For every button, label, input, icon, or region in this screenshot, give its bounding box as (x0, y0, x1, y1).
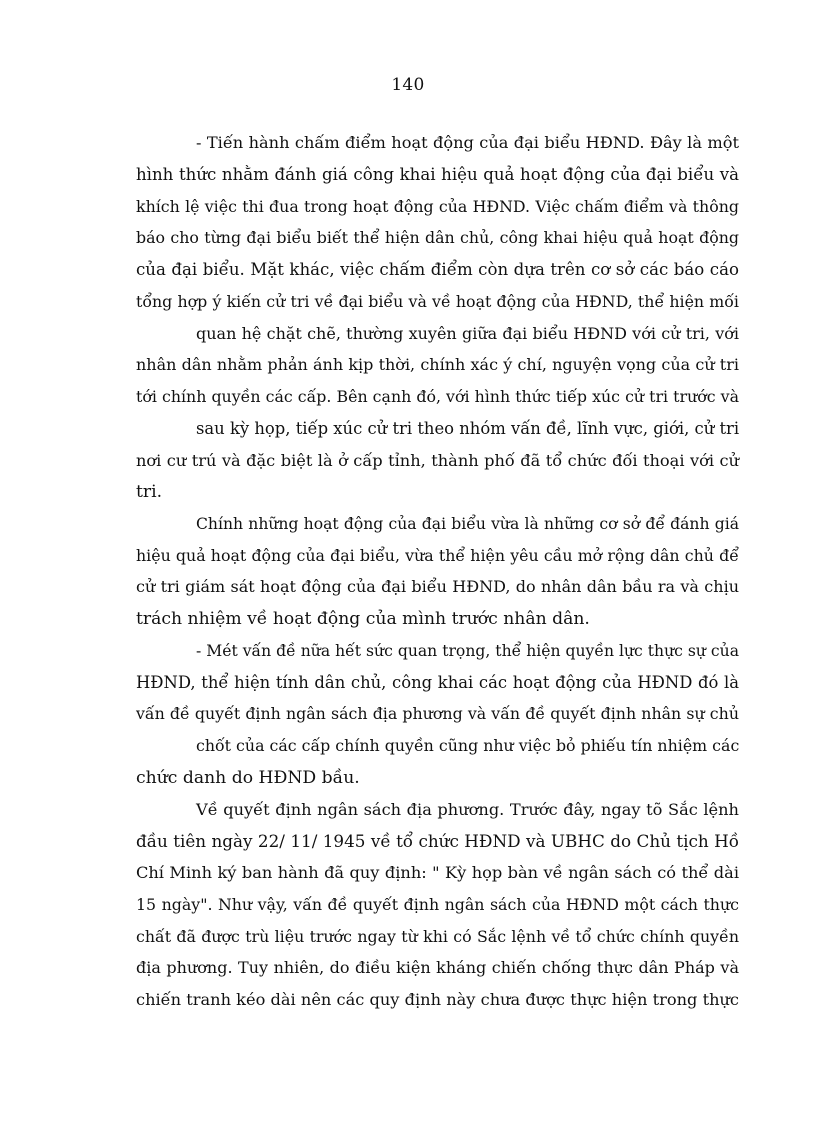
text-line-17: - Mét vấn đề nữa hết sức quan trọng, thể hiện quyền lực thực sự của (196, 642, 739, 660)
text-line-15: cử tri giám sát hoạt động của đại biểu HĐND, do nhân dân bầu ra và chịu (136, 577, 739, 596)
text-line-1: - Tiến hành chấm điểm hoạt động của đại biểu HĐND. Đây là một (196, 133, 739, 152)
text-line-12: tri. (136, 482, 163, 502)
text-line-23: đầu tiên ngày 22/ 11/ 1945 về tổ chức HĐND và UBHC do Chủ tịch Hồ (136, 831, 739, 851)
text-line-18: HĐND, thể hiện tính dân chủ, công khai các hoạt động của HĐND đó là (136, 673, 739, 692)
text-line-5: của đại biểu. Mặt khác, việc chấm điểm còn dựa trên cơ sở các báo cáo (136, 260, 739, 279)
text-line-11: nơi cư trú và đặc biệt là ở cấp tỉnh, thành phố đã tổ chức đối thoại với cử (136, 451, 739, 470)
page-number: 140 (391, 75, 425, 95)
text-line-3: khích lệ việc thi đua trong hoạt động của HĐND. Việc chấm điểm và thông (136, 197, 739, 216)
text-line-20: chốt của các cấp chính quyền cũng như việc bỏ phiếu tín nhiệm các (196, 736, 740, 755)
text-line-8: nhân dân nhằm phản ánh kịp thời, chính xác ý chí, nguyện vọng của cử tri (136, 355, 739, 374)
text-line-4: báo cho từng đại biểu biết thể hiện dân chủ, công khai hiệu quả hoạt động (136, 228, 739, 247)
text-line-16: trách nhiệm về hoạt động của mình trước nhân dân. (136, 609, 590, 629)
text-line-24: Chí Minh ký ban hành đã quy định: " Kỳ họp bàn về ngân sách có thể dài (136, 863, 739, 882)
text-line-25: 15 ngày". Như vậy, vấn đề quyết định ngân sách của HĐND một cách thực (136, 895, 739, 914)
text-line-28: chiến tranh kéo dài nên các quy định này chưa được thực hiện trong thực (136, 990, 739, 1009)
text-line-10: sau kỳ họp, tiếp xúc cử tri theo nhóm vấn đề, lĩnh vực, giới, cử tri (196, 419, 740, 438)
text-line-7: quan hệ chặt chẽ, thường xuyên giữa đại biểu HĐND với cử tri, với (196, 324, 739, 343)
text-line-19: vấn đề quyết định ngân sách địa phương và vấn đề quyết định nhân sự chủ (136, 704, 739, 723)
text-line-14: hiệu quả hoạt động của đại biểu, vừa thể hiện yêu cầu mở rộng dân chủ để (136, 546, 739, 565)
text-line-22: Về quyết định ngân sách địa phương. Trước đây, ngay tõ Sắc lệnh (196, 800, 739, 819)
text-line-26: chất đã được trù liệu trước ngay từ khi có Sắc lệnh về tổ chức chính quyền (136, 927, 739, 946)
text-line-21: chức danh do HĐND bầu. (136, 768, 360, 788)
text-line-2: hình thức nhằm đánh giá công khai hiệu quả hoạt động của đại biểu và (136, 165, 739, 184)
text-line-6: tổng hợp ý kiến cử tri về đại biểu và về hoạt động của HĐND, thể hiện mối (136, 292, 739, 311)
text-line-9: tới chính quyền các cấp. Bên cạnh đó, với hình thức tiếp xúc cử tri trước và (136, 387, 739, 406)
text-line-27: địa phương. Tuy nhiên, do điều kiện kháng chiến chống thực dân Pháp và (136, 958, 739, 977)
text-line-13: Chính những hoạt động của đại biểu vừa là những cơ sở để đánh giá (196, 515, 739, 533)
